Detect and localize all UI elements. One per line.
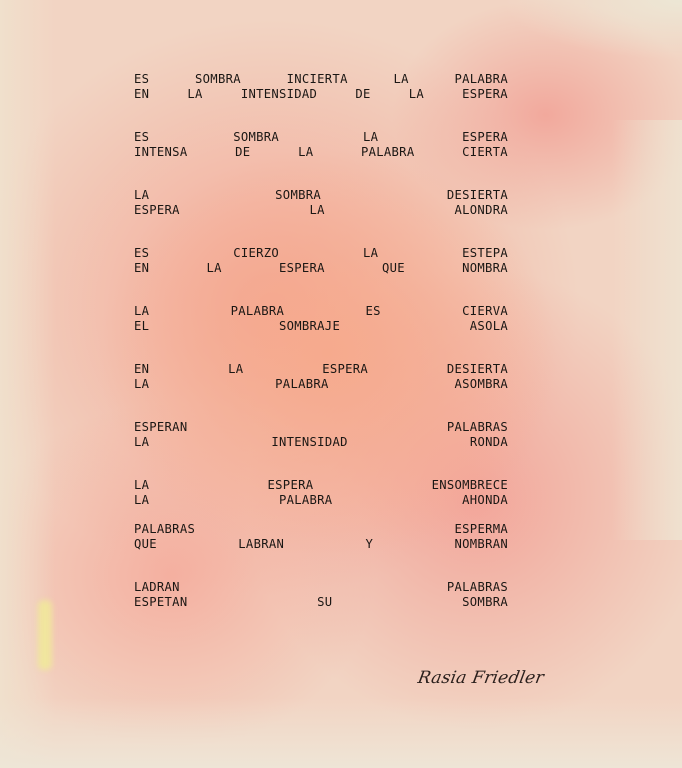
poem-word: LA	[187, 87, 203, 101]
poem-line	[134, 246, 508, 261]
stanza	[134, 580, 508, 610]
poem-line	[134, 377, 508, 392]
poem-word: SOMBRA	[195, 72, 241, 86]
stanza	[134, 362, 508, 392]
poem-word: INTENSIDAD	[271, 435, 348, 449]
poem-word: PALABRAS	[134, 522, 196, 536]
poem-word: LA	[134, 435, 150, 449]
stanza	[134, 72, 508, 102]
poem-word: LADRAN	[134, 580, 180, 594]
poem-word: CIERZO	[233, 246, 280, 260]
poem-word: LA	[134, 478, 150, 492]
poem-line	[134, 304, 508, 319]
stanza	[134, 522, 508, 552]
poem-word: DESIERTA	[446, 188, 508, 202]
poem-word: LA	[206, 261, 222, 275]
poem-word: ES	[134, 72, 150, 86]
stanza	[134, 478, 508, 508]
poem-line	[134, 261, 508, 276]
poem-line	[134, 130, 508, 145]
poem-word: Y	[365, 537, 374, 551]
poem-word: PALABRA	[275, 377, 329, 391]
poem-word: LA	[134, 493, 150, 507]
poem-line	[134, 145, 508, 160]
stanza	[134, 304, 508, 334]
poem-line	[134, 435, 508, 450]
poem-word: LA	[134, 188, 150, 202]
poem-word: ASOMBRA	[454, 377, 508, 391]
poem-word: ESTEPA	[462, 246, 508, 260]
poem-word: LABRAN	[238, 537, 285, 551]
poem-line	[134, 420, 508, 435]
poem-word: INCIERTA	[286, 72, 348, 86]
poem-line	[134, 203, 508, 218]
poem-word: CIERVA	[462, 304, 508, 318]
poem-word: SOMBRA	[275, 188, 321, 202]
poem-word: ESPERA	[462, 87, 508, 101]
poem-word: ESPERAN	[134, 420, 188, 434]
stanza	[134, 420, 508, 450]
poem-word: ASOLA	[469, 319, 508, 333]
poem-word: ESPETAN	[134, 595, 188, 609]
poem-line	[134, 87, 508, 102]
poem-word: ALONDRA	[454, 203, 508, 217]
poem-word: ESPERA	[462, 130, 508, 144]
poem-line	[134, 478, 508, 493]
poem-word: PALABRAS	[446, 580, 508, 594]
poem-word: DE	[355, 87, 371, 101]
poem-line	[134, 72, 508, 87]
poem-line	[134, 188, 508, 203]
stanza	[134, 246, 508, 276]
poem-line	[134, 362, 508, 377]
poem-word: LA	[228, 362, 244, 376]
poem-word: ESPERA	[267, 478, 314, 492]
poem-word: LA	[134, 304, 150, 318]
stanza	[134, 188, 508, 218]
yellow-paint-streak	[38, 600, 52, 670]
poem-word: LA	[393, 72, 409, 86]
poem-line	[134, 493, 508, 508]
poem-word: ES	[134, 246, 150, 260]
stanza	[134, 130, 508, 160]
poem-word: PALABRA	[230, 304, 285, 318]
poem-word: NOMBRA	[462, 261, 508, 275]
poem-word: LA	[309, 203, 325, 217]
poem-line	[134, 537, 508, 552]
poem-word: SU	[317, 595, 333, 609]
poem-word: PALABRA	[278, 493, 333, 507]
poem-word: EN	[134, 261, 150, 275]
poem-word: PALABRA	[361, 145, 415, 159]
paper-edge-top-right	[502, 0, 682, 60]
poem-word: QUE	[134, 537, 157, 551]
poem-word: ES	[365, 304, 381, 318]
poem-word: ESPERMA	[454, 522, 508, 536]
poem-word: ESPERA	[278, 261, 325, 275]
poem-line	[134, 595, 508, 610]
poem-word: ESPERA	[134, 203, 180, 217]
poem-word: RONDA	[469, 435, 508, 449]
poem-word: LA	[362, 246, 379, 260]
poem-word: DE	[235, 145, 251, 159]
poem-word: SOMBRAJE	[278, 319, 341, 333]
poem-word: AHONDA	[462, 493, 508, 507]
poem-line	[134, 522, 508, 537]
poem-line	[134, 580, 508, 595]
poem-word: LA	[134, 377, 150, 391]
poem-word: ENSOMBRECE	[431, 478, 508, 492]
poem-word: LA	[408, 87, 424, 101]
poem-word: EN	[134, 362, 150, 376]
poem-word: INTENSA	[134, 145, 188, 159]
paper-edge-bottom	[0, 698, 682, 768]
poem-word: EL	[134, 319, 150, 333]
poem-line	[134, 319, 508, 334]
poem-word: CIERTA	[462, 145, 508, 159]
poem-word: INTENSIDAD	[240, 87, 318, 101]
poem-word: PALABRAS	[446, 420, 508, 434]
poem-word: PALABRA	[454, 72, 508, 86]
poem-word: NOMBRAN	[454, 537, 508, 551]
poem-word: ESPERA	[322, 362, 369, 376]
poem-word: SOMBRA	[233, 130, 280, 144]
author-signature: Rasia Friedler	[416, 668, 546, 688]
poem-word: ES	[134, 130, 150, 144]
poem-word: EN	[134, 87, 150, 101]
paper-edge-right	[612, 120, 682, 540]
poem-word: QUE	[382, 261, 405, 275]
poem-word: DESIERTA	[446, 362, 508, 376]
poem-word: SOMBRA	[462, 595, 508, 609]
poem-word: LA	[298, 145, 314, 159]
poem-word: LA	[362, 130, 379, 144]
